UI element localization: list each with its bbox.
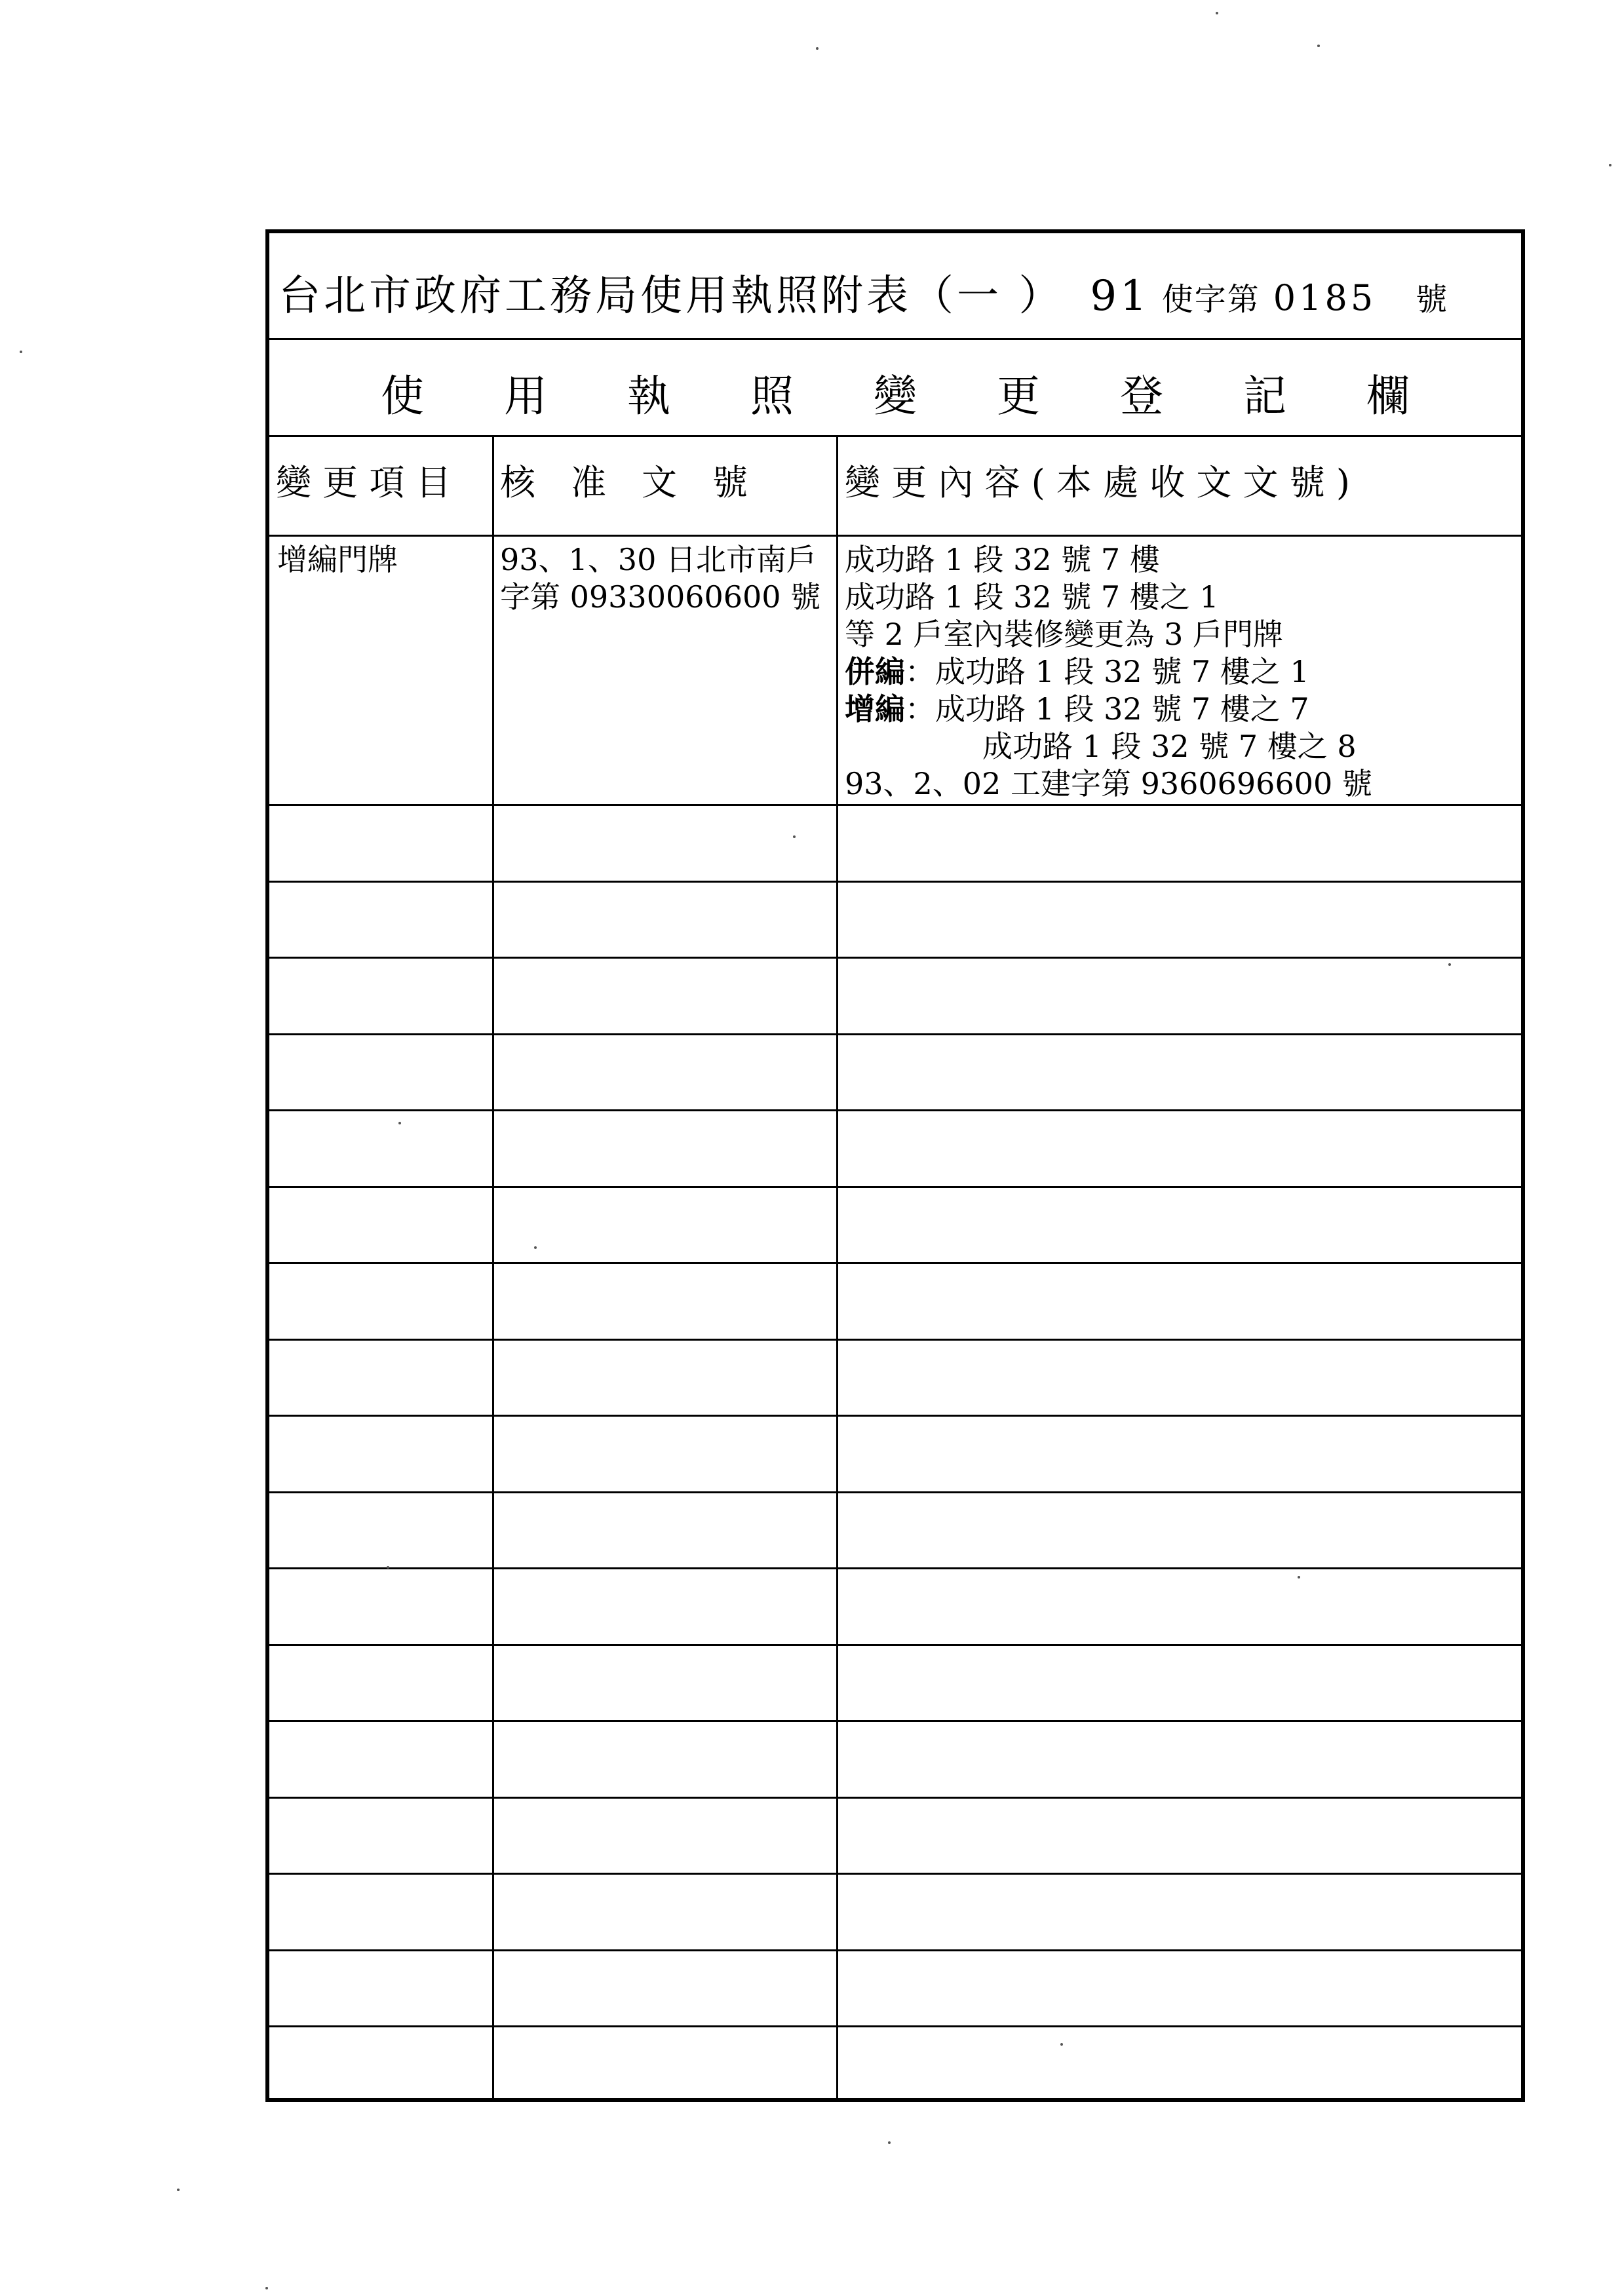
scan-speck [398,1122,401,1124]
scan-speck [1317,45,1320,47]
scan-speck [888,2141,891,2144]
row-divider [269,1339,1521,1341]
scan-speck [534,1246,537,1249]
column-header-content: 變 更 內 容 ( 本 處 收 文 文 號 ) [845,462,1350,503]
form-title [279,262,1450,322]
scan-speck [177,2189,180,2191]
row-divider [269,1262,1521,1264]
content-line: 等 2 戶室內裝修變更為 3 戶門牌 [845,617,1284,652]
row-divider [269,804,1521,806]
divider-title [269,338,1521,340]
add-label: 增編 [845,691,905,727]
approval-line: 字第 09330060600 號 [500,579,821,615]
row-divider [269,957,1521,959]
section-title-char: 變 [874,371,917,421]
row-divider [269,1109,1521,1111]
row-divider [269,2025,1521,2027]
license-number-suffix: 號 [1416,281,1451,318]
merge-label: 併編 [845,654,905,689]
scan-speck [816,47,819,50]
divider-section [269,435,1521,437]
column-divider-1 [492,435,494,2098]
section-title-char: 用 [504,371,547,421]
scan-speck [1448,963,1451,966]
section-title-char: 使 [381,371,424,421]
column-header-item: 變 更 項 目 [276,462,452,503]
add-value: 成功路 1 段 32 號 7 樓之 8 [982,729,1357,764]
row-divider [269,1797,1521,1799]
row-divider [269,1949,1521,1951]
form-title-main: 台北市政府工務局使用執照附表（一 ） [279,272,1064,320]
approval-line: 93、1、30 日北市南戶 [500,542,817,577]
row-divider [269,1491,1521,1493]
scan-speck [20,351,22,353]
entry-content [845,541,1372,803]
row-divider [269,1720,1521,1722]
year-number: 91 [1090,272,1150,320]
license-word: 使字第 [1161,281,1260,318]
section-title-char: 欄 [1366,371,1410,421]
scan-speck [1060,2043,1063,2046]
row-divider [269,1567,1521,1569]
row-divider [269,1415,1521,1417]
entry-item: 增編門牌 [277,542,398,577]
column-header-approval: 核 准 文 號 [500,462,748,503]
scan-speck [1216,12,1218,14]
license-number: 0185 [1273,277,1377,318]
content-line: 93、2、02 工建字第 9360696600 號 [845,766,1372,801]
section-title-char: 更 [997,371,1040,421]
scan-speck [387,1566,389,1569]
row-divider [269,1186,1521,1188]
row-divider [269,881,1521,883]
section-title-char: 執 [627,371,670,421]
column-divider-2 [836,435,838,2098]
scan-speck [1298,1576,1300,1578]
section-title-char: 記 [1243,371,1286,421]
section-title [269,361,1521,423]
entry-approval [500,541,820,616]
row-divider [269,1644,1521,1646]
license-change-register-form [265,229,1525,2102]
section-title-char: 登 [1120,371,1163,421]
scan-speck [793,835,796,838]
divider-column-header [269,535,1521,537]
merge-value: ：成功路 1 段 32 號 7 樓之 1 [905,654,1309,689]
scan-speck [265,2287,268,2289]
content-line: 成功路 1 段 32 號 7 樓 [845,542,1160,577]
content-line: 成功路 1 段 32 號 7 樓之 1 [845,579,1219,615]
add-value: ：成功路 1 段 32 號 7 樓之 7 [905,691,1309,727]
section-title-char: 照 [750,371,794,421]
scan-speck [1609,164,1611,166]
row-divider [269,1873,1521,1875]
row-divider [269,1033,1521,1035]
